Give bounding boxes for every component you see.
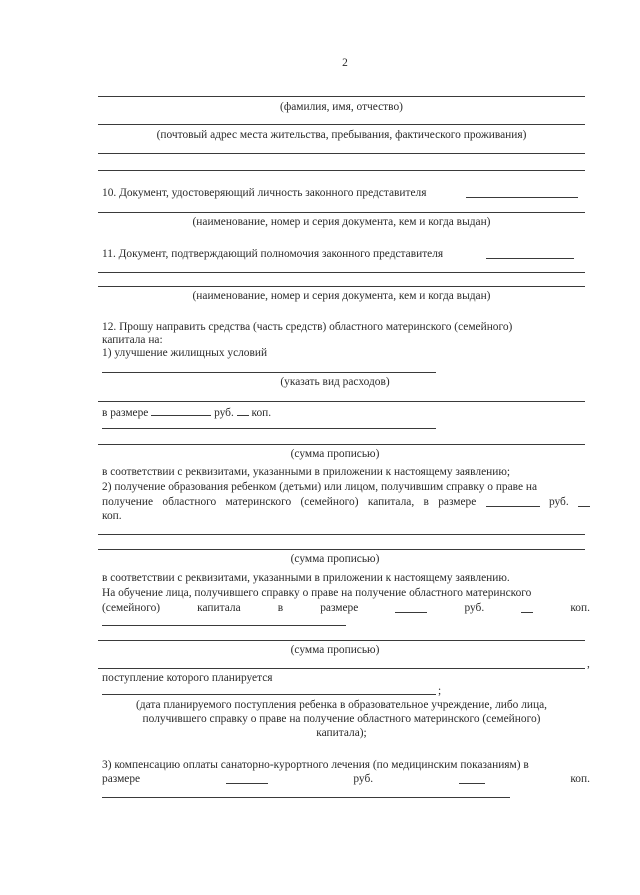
training-rub-field[interactable] [395, 601, 427, 613]
item-11-label: 11. Документ, подтверждающий полномочия законного представителя [102, 248, 444, 260]
rub-label: руб. [214, 407, 234, 419]
training-words-line-3[interactable] [98, 668, 585, 669]
fio-hint: (фамилия, имя, отчество) [280, 101, 403, 113]
amount-prefix: в размере [102, 407, 149, 419]
amount-words-line-2[interactable] [98, 444, 585, 445]
option-2-kop-field[interactable] [578, 495, 590, 507]
word: областного [162, 496, 217, 508]
item-11-hint: (наименование, номер и серия документа, кем и когда выдан) [192, 290, 491, 302]
option-3-line-1: 3) компенсацию оплаты санаторно-курортного лечения (по медицинским показаниям) в [102, 759, 529, 771]
training-words-line-1[interactable] [102, 625, 346, 626]
option-2-rub-field[interactable] [486, 495, 540, 507]
word: (семейного) [300, 496, 359, 508]
word: размере [438, 496, 477, 508]
item-10-label: 10. Документ, удостоверяющий личность законного представителя [102, 187, 427, 199]
kop-label: коп. [570, 602, 590, 614]
sum-in-words-hint: (сумма прописью) [290, 448, 380, 460]
word: получение [102, 496, 154, 508]
training-kop-field[interactable] [521, 601, 533, 613]
amount-rub-field[interactable] [151, 404, 211, 416]
fio-line[interactable] [98, 96, 585, 97]
expense-type-line-2[interactable] [98, 401, 585, 402]
date-hint-3: капитала); [316, 727, 367, 739]
word: капитала, [367, 496, 415, 508]
item-11-line-2[interactable] [98, 272, 585, 273]
option-2-kop-label: коп. [102, 510, 122, 522]
item-10-hint: (наименование, номер и серия документа, кем и когда выдан) [192, 216, 491, 228]
amount-row [102, 404, 271, 420]
expense-type-hint: (указать вид расходов) [280, 376, 390, 388]
amount-words-line-1[interactable] [102, 428, 436, 429]
item-12-line-2: капитала на: [102, 334, 163, 346]
item-11-line-3[interactable] [98, 286, 585, 287]
rub-label: руб. [464, 602, 485, 614]
address-hint: (почтовый адрес места жительства, пребывания, фактического проживания) [156, 129, 527, 141]
word: материнского [225, 496, 292, 508]
address-line[interactable] [98, 124, 585, 125]
option-2-line-2 [102, 495, 590, 509]
option-1-label: 1) улучшение жилищных условий [102, 347, 268, 359]
training-line-2 [102, 601, 590, 615]
expense-type-field[interactable] [102, 372, 436, 373]
option-2-words-line-2[interactable] [98, 549, 585, 550]
option-3-kop-field[interactable] [459, 772, 485, 784]
word: (семейного) [102, 602, 161, 614]
option-3-line-2 [102, 772, 590, 786]
word: размере [320, 602, 359, 614]
admission-label: поступление которого планируется [102, 672, 273, 684]
kop-label: коп. [570, 773, 590, 785]
address-line-3[interactable] [98, 170, 585, 171]
word: капитала [197, 602, 241, 614]
word: в [277, 602, 284, 614]
training-words-line-2[interactable] [98, 640, 585, 641]
item-10-field[interactable] [466, 197, 578, 198]
option-3-size-label: размере [102, 773, 141, 785]
rub-label: руб. [548, 496, 569, 508]
rub-label: руб. [353, 773, 374, 785]
admission-date-field[interactable] [102, 694, 436, 695]
item-11-field[interactable] [486, 258, 574, 259]
amount-kop-field[interactable] [237, 404, 249, 416]
item-10-line-2[interactable] [98, 212, 585, 213]
sum-in-words-hint-2: (сумма прописью) [290, 553, 380, 565]
option-2-words-line-1[interactable] [98, 534, 585, 535]
kop-label: коп. [251, 407, 272, 419]
trailing-semicolon: ; [438, 685, 442, 697]
requisites-2: в соответствии с реквизитами, указанными в приложении к настоящему заявлению. [102, 572, 510, 584]
page-number: 2 [342, 57, 348, 69]
date-hint-2: получившего справку о праве на получение областного материнского (семейного) [142, 713, 541, 725]
address-line-2[interactable] [98, 153, 585, 154]
trailing-comma: , [587, 658, 590, 670]
training-line-1: На обучение лица, получившего справку о праве на получение областного материнского [102, 587, 532, 599]
date-hint-1: (дата планируемого поступления ребенка в образовательное учреждение, либо лица, [135, 699, 548, 711]
option-3-rub-field[interactable] [226, 772, 268, 784]
sum-in-words-hint-3: (сумма прописью) [290, 644, 380, 656]
option-2-line-1: 2) получение образования ребенком (детьми) или лицом, получившим справку о праве на [102, 481, 538, 493]
requisites-1: в соответствии с реквизитами, указанными в приложении к настоящему заявлению; [102, 466, 510, 478]
word: в [423, 496, 429, 508]
option-3-words-line[interactable] [102, 797, 510, 798]
item-12-line-1: 12. Прошу направить средства (часть средств) областного материнского (семейного) [102, 321, 513, 333]
